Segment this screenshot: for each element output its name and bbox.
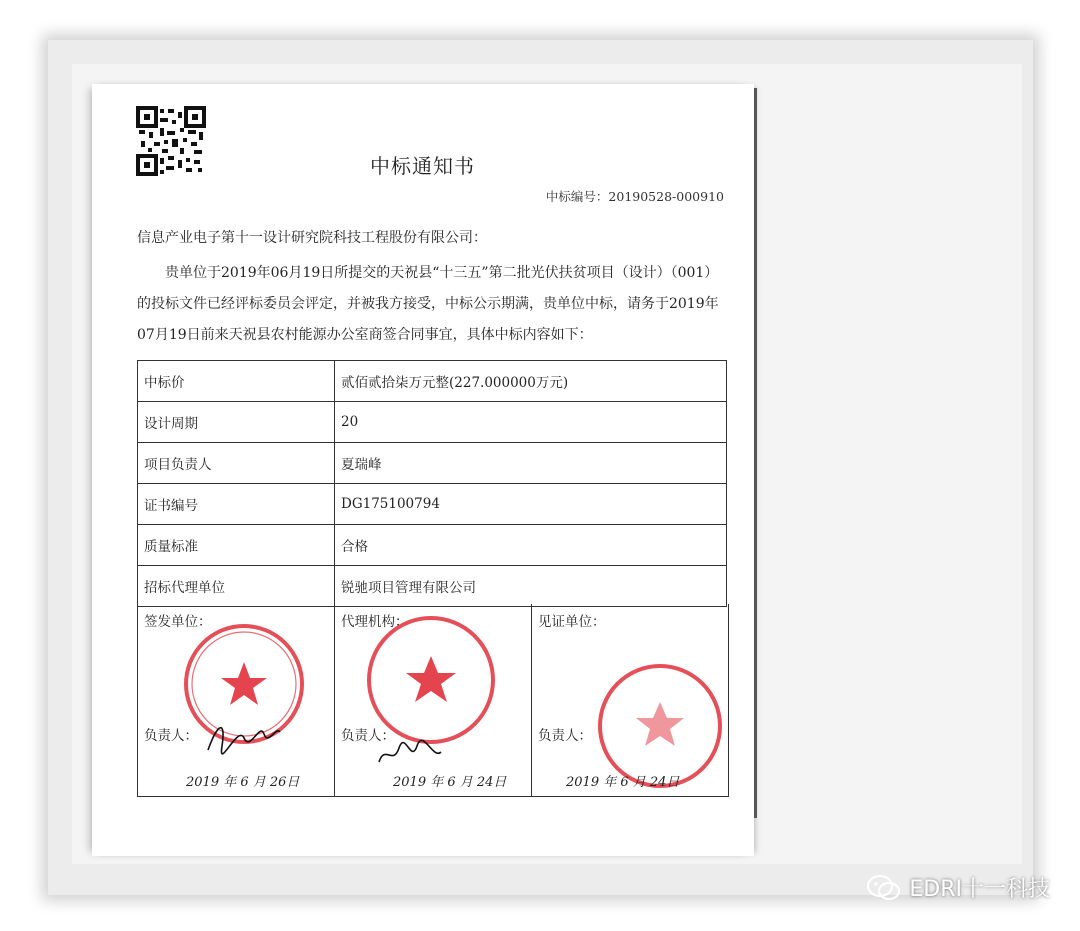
agency-date: 2019 年 6 月 24日 bbox=[393, 775, 507, 790]
bid-number: 中标编号：20190528-000910 bbox=[545, 189, 724, 204]
table-value: 锐驰项目管理有限公司 bbox=[335, 566, 727, 607]
agency-cell bbox=[335, 604, 532, 796]
signature-scribble-icon bbox=[204, 716, 284, 756]
table-key: 证书编号 bbox=[138, 484, 335, 525]
witness-responsible: 负责人： bbox=[538, 728, 592, 744]
table-key: 中标价 bbox=[138, 361, 335, 402]
bid-info-table bbox=[137, 360, 727, 607]
table-row bbox=[138, 525, 727, 566]
notice-paragraph: 贵单位于2019年06月19日所提交的天祝县“十三五”第二批光伏扶贫项目（设计）（001）的投标文件已经评标委员会评定，并被我方接受，中标公示期满，贵单位中标，请务于2019年07月19日前来天祝县农村能源办公室商签合同事宜，具体中标内容如下： bbox=[137, 265, 719, 343]
issuer-responsible: 负责人： bbox=[144, 728, 198, 744]
witness-label: 见证单位： bbox=[538, 614, 606, 630]
agency-responsible: 负责人： bbox=[341, 728, 395, 744]
document-title: 中标通知书 bbox=[370, 154, 475, 178]
table-row bbox=[138, 443, 727, 484]
agency-label: 代理机构： bbox=[341, 614, 409, 630]
addressee: 信息产业电子第十一设计研究院科技工程股份有限公司： bbox=[137, 230, 487, 246]
table-row bbox=[138, 566, 727, 607]
issuer-date: 2019 年 6 月 26日 bbox=[186, 775, 300, 790]
witness-cell bbox=[532, 604, 728, 796]
table-key: 设计周期 bbox=[138, 402, 335, 443]
table-row bbox=[138, 484, 727, 525]
witness-date: 2019 年 6 月 24日 bbox=[566, 775, 680, 790]
signature-scribble-icon bbox=[375, 738, 445, 770]
table-key: 质量标准 bbox=[138, 525, 335, 566]
issuer-label: 签发单位： bbox=[144, 614, 212, 630]
table-key: 项目负责人 bbox=[138, 443, 335, 484]
issuer-cell bbox=[138, 604, 335, 796]
wechat-watermark bbox=[867, 872, 1050, 903]
table-row bbox=[138, 402, 727, 443]
table-value: 贰佰贰拾柒万元整(227.000000万元) bbox=[335, 361, 727, 402]
page-edge bbox=[754, 88, 757, 818]
table-key: 招标代理单位 bbox=[138, 566, 335, 607]
notice-body bbox=[137, 258, 727, 351]
table-value: DG175100794 bbox=[335, 484, 727, 525]
table-row bbox=[138, 361, 727, 402]
watermark-text: EDRI十一科技 bbox=[909, 877, 1050, 902]
wechat-icon bbox=[867, 874, 901, 902]
table-value: 夏瑞峰 bbox=[335, 443, 727, 484]
signature-row bbox=[137, 604, 729, 797]
table-value: 合格 bbox=[335, 525, 727, 566]
table-value: 20 bbox=[335, 402, 727, 443]
qr-code-icon bbox=[136, 106, 206, 176]
